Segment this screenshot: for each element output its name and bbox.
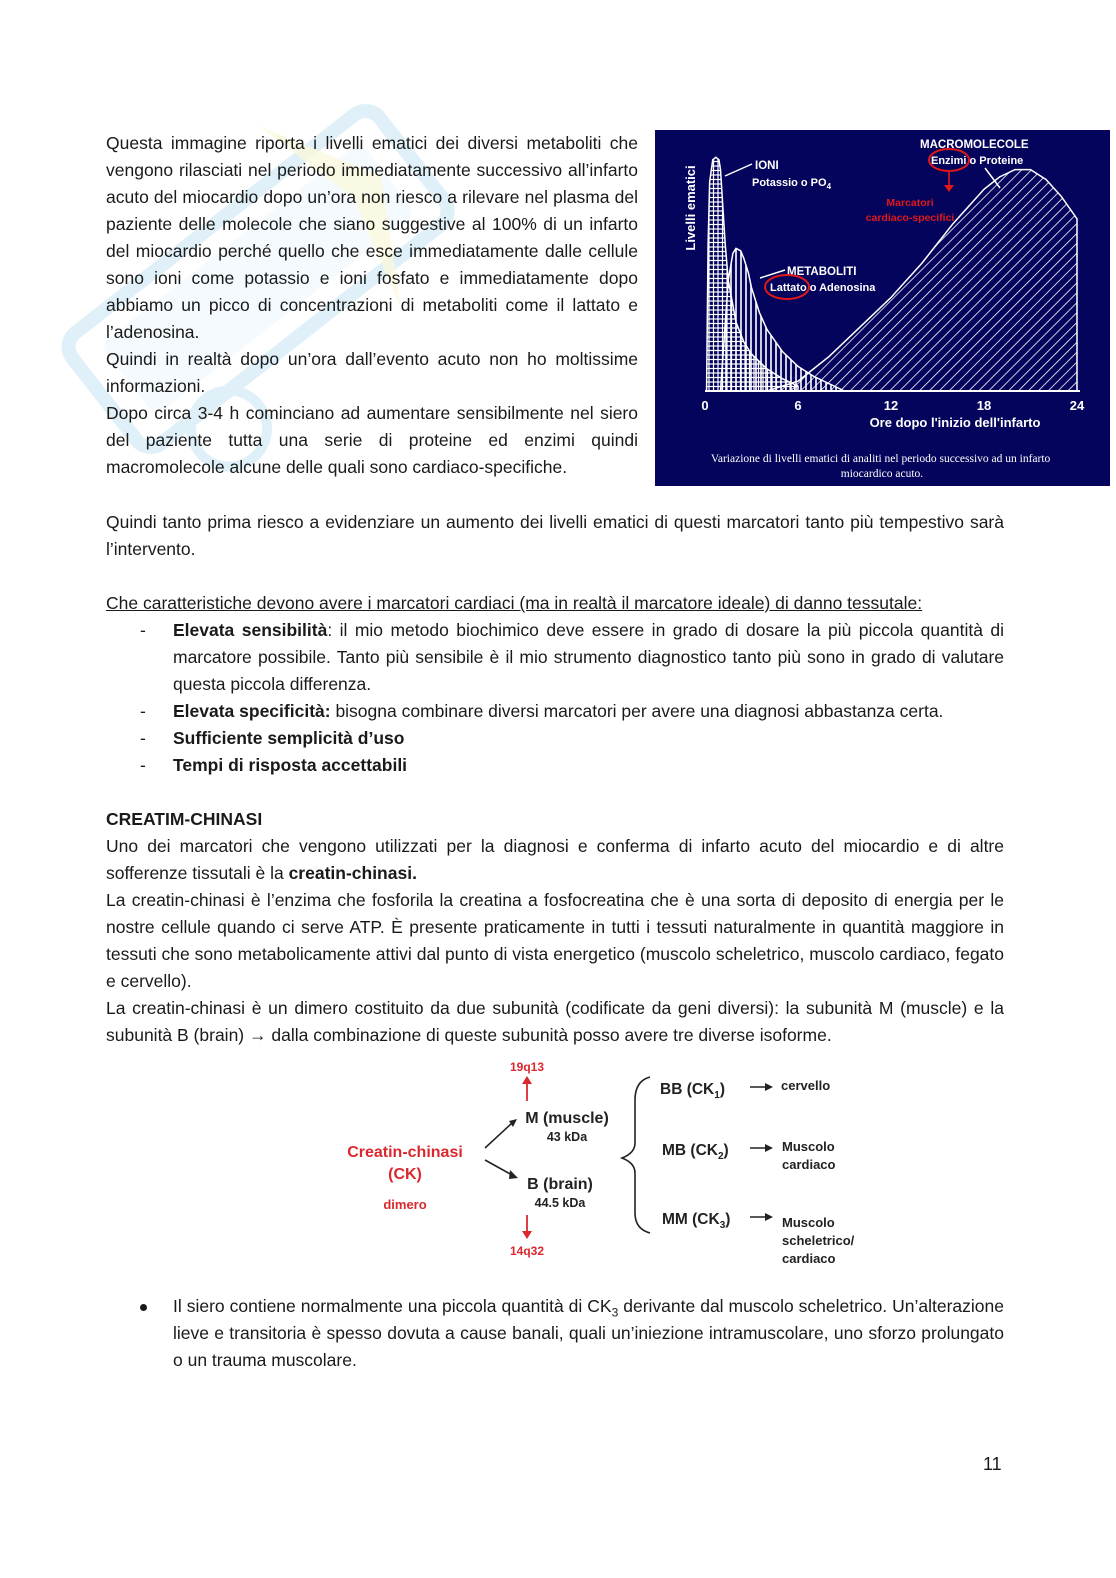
enzyme-abbrev: (CK) — [388, 1166, 422, 1183]
x-tick-label: 6 — [794, 398, 802, 413]
tissue-brain: cervello — [781, 1078, 831, 1093]
page-number: 11 — [983, 1454, 1002, 1474]
marcatori-arrowhead — [944, 185, 954, 192]
x-tick-label: 0 — [701, 398, 709, 413]
right-arrow-icon: → — [249, 1025, 267, 1045]
tissue-muscle: cardiaco — [782, 1251, 836, 1266]
branch-arrow — [485, 1160, 512, 1175]
intro-paragraph: Quindi in realtà dopo un’ora dall’evento acuto non ho moltissime informazioni. — [106, 349, 638, 396]
section-paragraph: Uno dei marcatori che vengono utilizzati per la diagnosi e conferma di infarto acuto del miocardio e di altre sofferenze tissutali è la creatin-chinasi. — [106, 836, 1004, 883]
item-term: Tempi di risposta accettabili — [173, 755, 408, 775]
macro-title: MACROMOLECOLE — [920, 139, 1029, 151]
requirements-list — [106, 617, 1004, 779]
enzyme-label: Creatin-chinasi — [347, 1144, 463, 1161]
marcatori-label: Marcatori — [886, 197, 934, 209]
list-item — [106, 617, 1004, 698]
ioni-title: IONI — [755, 160, 779, 172]
item-text: : il mio metodo biochimico deve essere in grado di dosare la più piccola quantità di marcatore possibile. Tanto più sensibile è il mio strumento diagnostico tanto più sono in grado di valutare questa piccola differenza. — [173, 620, 1004, 694]
macro-sub: Enzimi o Proteine — [931, 155, 1024, 167]
subunit-m: M (muscle) — [525, 1110, 609, 1127]
metaboliti-sub: Lattato o Adenosina — [770, 282, 876, 294]
x-tick-label: 24 — [1069, 398, 1085, 413]
ck-isoform-diagram — [340, 1055, 870, 1280]
requirements-heading: Che caratteristiche devono avere i marcatori cardiaci (ma in realtà il marcatore ideale) di danno tessutale: — [106, 593, 923, 613]
dash-marker: - — [140, 755, 146, 775]
section-paragraph: La creatin-chinasi è un dimero costituito da due subunità (codificate da geni diversi): la subunità M (muscle) e la subunità B (brain) → dalla combinazione di queste subunità posso avere tre diverse isoforme. — [106, 998, 1004, 1045]
section-body — [106, 833, 1004, 1049]
item-term: Elevata sensibilità — [173, 620, 328, 640]
metaboliti-title: METABOLITI — [787, 266, 857, 278]
list-item: Il siero contiene normalmente una piccola quantità di $CK_3$ derivante dal muscolo scheletrico. Un’alterazione lieve e transitoria è spesso dovuta a cause banali, quali un’iniezione intramuscolare, uno sforzo prolungato o un trauma muscolare. — [106, 1293, 1004, 1374]
isoform-bb: BB $(CK_1)$ — [660, 1081, 725, 1101]
bullet-list — [106, 1293, 1004, 1374]
arrowhead — [522, 1076, 532, 1084]
chart-svg — [655, 130, 1110, 486]
marcatori-label: cardiaco-specifici — [865, 212, 955, 224]
tissue-heart: Muscolo — [782, 1139, 835, 1154]
mass-m: 43 kDa — [546, 1130, 588, 1144]
item-text: bisogna combinare diversi marcatori per avere una diagnosi abbastanza certa. — [330, 701, 944, 721]
arrowhead — [509, 1119, 517, 1127]
intro-paragraph: Questa immagine riporta i livelli ematici dei diversi metaboliti che vengono rilasciati nel periodo immediatamente successivo all’infarto acuto del miocardio dopo un’ora non riesco a rilevare nel plasma del paziente delle molecole che siano suggestive al 100% di un infarto del miocardio perché quello che esce immediatamente dalle cellule sono ioni come potassio e ioni fosfato e immediatamente dopo abbiamo un picco di concentrazioni di metaboliti come il lattato e l’adenosina. — [106, 133, 638, 342]
ioni-pointer — [725, 164, 752, 176]
x-tick-label: 12 — [883, 398, 899, 413]
arrowhead — [509, 1170, 518, 1179]
curly-brace — [622, 1077, 650, 1233]
arrowhead — [765, 1083, 773, 1091]
section-paragraph: La creatin-chinasi è l’enzima che fosforila la creatina a fosfocreatina che è una sorta di deposito di energia per le nostre cellule quando ci serve ATP. È presente praticamente in tutti i tessuti naturalmente in quantità maggiore in tessuti che sono metabolicamente attivi dal punto di vista energetico (muscolo scheletrico, muscolo cardiaco, fegato e cervello). — [106, 890, 1004, 991]
locus-m: 19q13 — [509, 1060, 545, 1074]
list-item — [106, 698, 1004, 725]
bullet-dot-icon — [140, 1304, 147, 1311]
arrowhead — [765, 1213, 773, 1221]
list-item — [106, 725, 1004, 752]
mass-b: 44.5 kDa — [534, 1196, 586, 1210]
intro-paragraph: Dopo circa 3-4 h cominciano ad aumentare sensibilmente nel siero del paziente tutta una serie di proteine ed enzimi quindi macromolecole alcune delle quali sono cardiaco-specifiche. — [106, 403, 638, 477]
isoform-mb: MB $(CK_2)$ — [662, 1142, 729, 1162]
chart-caption: Variazione di livelli ematici di analiti nel periodo successivo ad un infarto miocardico acuto. — [710, 453, 1051, 480]
metaboliti-pointer — [760, 270, 785, 278]
ioni-sub: Potassio o $PO_4$ — [752, 177, 832, 191]
y-axis-label: Livelli ematici — [683, 165, 698, 251]
dash-marker: - — [140, 728, 146, 748]
arrowhead — [765, 1144, 773, 1152]
conclusion-paragraph: Quindi tanto prima riesco a evidenziare un aumento dei livelli ematici di questi marcatori tanto più tempestivo sarà l’intervento. — [106, 512, 1004, 559]
locus-b: 14q32 — [509, 1244, 545, 1258]
dash-marker: - — [140, 701, 146, 721]
tissue-muscle: scheletrico/ — [782, 1233, 855, 1248]
section-heading: CREATIM-CHINASI — [106, 809, 263, 829]
item-term: Elevata specificità: — [173, 701, 331, 721]
list-item — [106, 752, 1004, 779]
x-tick-label: 18 — [976, 398, 992, 413]
item-term: Sufficiente semplicità d’uso — [173, 728, 405, 748]
tissue-muscle: Muscolo — [782, 1215, 835, 1230]
intro-text — [106, 130, 638, 481]
isoform-mm: MM $(CK_3)$ — [662, 1211, 731, 1231]
dash-marker: - — [140, 620, 146, 640]
subunit-b: B (brain) — [527, 1176, 593, 1193]
enzyme-note: dimero — [383, 1197, 427, 1212]
branch-arrow — [485, 1123, 512, 1148]
tissue-heart: cardiaco — [782, 1157, 836, 1172]
analyte-levels-chart — [655, 130, 1110, 486]
x-axis-label: Ore dopo l'inizio dell'infarto — [869, 415, 1041, 430]
arrowhead — [522, 1231, 532, 1239]
